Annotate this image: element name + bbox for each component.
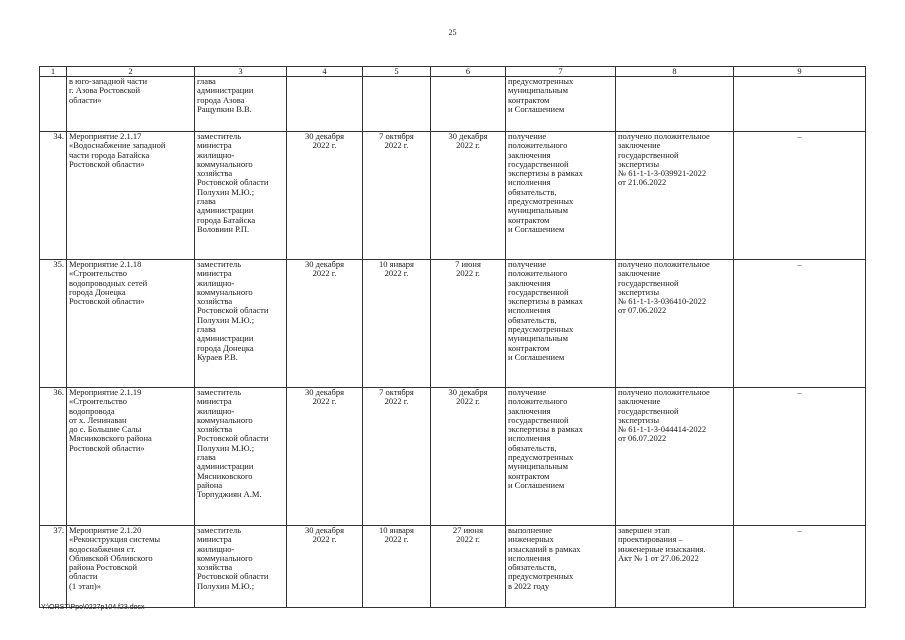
event-cell: Мероприятие 2.1.18 «Строительство водопроводных сетей города Донецка Ростовской области»: [67, 260, 195, 388]
page-number: 25: [448, 28, 457, 37]
planned-date-cell: [287, 77, 363, 132]
note-cell: –: [734, 388, 866, 526]
event-cell: Мероприятие 2.1.17 «Водоснабжение западной части города Батайска Ростовской области»: [67, 132, 195, 260]
start-date-cell: 10 января 2022 г.: [363, 260, 431, 388]
header-cell: 3: [195, 67, 287, 77]
header-cell: 8: [616, 67, 734, 77]
expected-result-cell: получение положительного заключения государственной экспертизы в рамках исполнения обязательств, предусмотренных муниципальным контрактом и Соглашением: [506, 132, 616, 260]
event-cell: Мероприятие 2.1.20 «Реконструкция системы водоснабжения ст. Обливской Обливского района Ростовской области (1 этап)»: [67, 526, 195, 608]
table-row: [40, 388, 866, 526]
header-cell: 4: [287, 67, 363, 77]
responsible-cell: заместитель министра жилищно- коммунального хозяйства Ростовской области Полухин М.Ю.;: [195, 526, 287, 608]
actual-result-cell: [616, 77, 734, 132]
header-cell: 5: [363, 67, 431, 77]
start-date-cell: 10 января 2022 г.: [363, 526, 431, 608]
row-number: [40, 77, 67, 132]
expected-result-cell: предусмотренных муниципальным контрактом и Соглашением: [506, 77, 616, 132]
responsible-cell: глава администрации города Азова Ращупкин В.В.: [195, 77, 287, 132]
header-row: [40, 67, 866, 77]
end-date-cell: 27 июня 2022 г.: [431, 526, 506, 608]
start-date-cell: 7 октября 2022 г.: [363, 388, 431, 526]
responsible-cell: заместитель министра жилищно- коммунального хозяйства Ростовской области Полухин М.Ю.; глава администрации города Донецка Кураев Р.В.: [195, 260, 287, 388]
header-cell: 2: [67, 67, 195, 77]
expected-result-cell: получение положительного заключения государственной экспертизы в рамках исполнения обязательств, предусмотренных муниципальным контрактом и Соглашением: [506, 388, 616, 526]
row-number: 34.: [40, 132, 67, 260]
planned-date-cell: 30 декабря 2022 г.: [287, 132, 363, 260]
header-cell: 9: [734, 67, 866, 77]
actual-result-cell: получено положительное заключение государственной экспертизы № 61-1-1-3-044414-2022 от 06.07.2022: [616, 388, 734, 526]
note-cell: –: [734, 526, 866, 608]
end-date-cell: 30 декабря 2022 г.: [431, 388, 506, 526]
planned-date-cell: 30 декабря 2022 г.: [287, 526, 363, 608]
event-cell: Мероприятие 2.1.19 «Строительство водопровода от х. Ленинаван до с. Большие Салы Мясниковского района Ростовской области»: [67, 388, 195, 526]
actual-result-cell: получено положительное заключение государственной экспертизы № 61-1-1-3-039921-2022 от 21.06.2022: [616, 132, 734, 260]
row-number: 36.: [40, 388, 67, 526]
expected-result-cell: выполнение инженерных изысканий в рамках исполнения обязательств, предусмотренных в 2022 году: [506, 526, 616, 608]
table-row: [40, 526, 866, 608]
note-cell: –: [734, 132, 866, 260]
start-date-cell: 7 октября 2022 г.: [363, 132, 431, 260]
start-date-cell: [363, 77, 431, 132]
responsible-cell: заместитель министра жилищно- коммунального хозяйства Ростовской области Полухин М.Ю.; глава администрации города Батайска Воловиин Р.П.: [195, 132, 287, 260]
actual-result-cell: получено положительное заключение государственной экспертизы № 61-1-1-3-036410-2022 от 07.06.2022: [616, 260, 734, 388]
end-date-cell: 30 декабря 2022 г.: [431, 132, 506, 260]
end-date-cell: 7 июня 2022 г.: [431, 260, 506, 388]
end-date-cell: [431, 77, 506, 132]
measures-table: [39, 66, 866, 608]
event-cell: в юго-западной части г. Азова Ростовской области»: [67, 77, 195, 132]
header-cell: 1: [40, 67, 67, 77]
note-cell: [734, 77, 866, 132]
note-cell: –: [734, 260, 866, 388]
header-cell: 6: [431, 67, 506, 77]
header-cell: 7: [506, 67, 616, 77]
table-row: [40, 132, 866, 260]
file-path-footer: Y:\ORST\Ppo\0227p104.f23.docx: [41, 604, 145, 611]
expected-result-cell: получение положительного заключения государственной экспертизы в рамках исполнения обязательств, предусмотренных муниципальным контрактом и Соглашением: [506, 260, 616, 388]
planned-date-cell: 30 декабря 2022 г.: [287, 388, 363, 526]
row-number: 35.: [40, 260, 67, 388]
actual-result-cell: завершен этап проектирования – инженерные изыскания. Акт № 1 от 27.06.2022: [616, 526, 734, 608]
planned-date-cell: 30 декабря 2022 г.: [287, 260, 363, 388]
table-row: [40, 77, 866, 132]
table-row: [40, 260, 866, 388]
responsible-cell: заместитель министра жилищно- коммунального хозяйства Ростовской области Полухин М.Ю.; глава администрации Мясниковского района Торпуджиян А.М.: [195, 388, 287, 526]
row-number: 37.: [40, 526, 67, 608]
